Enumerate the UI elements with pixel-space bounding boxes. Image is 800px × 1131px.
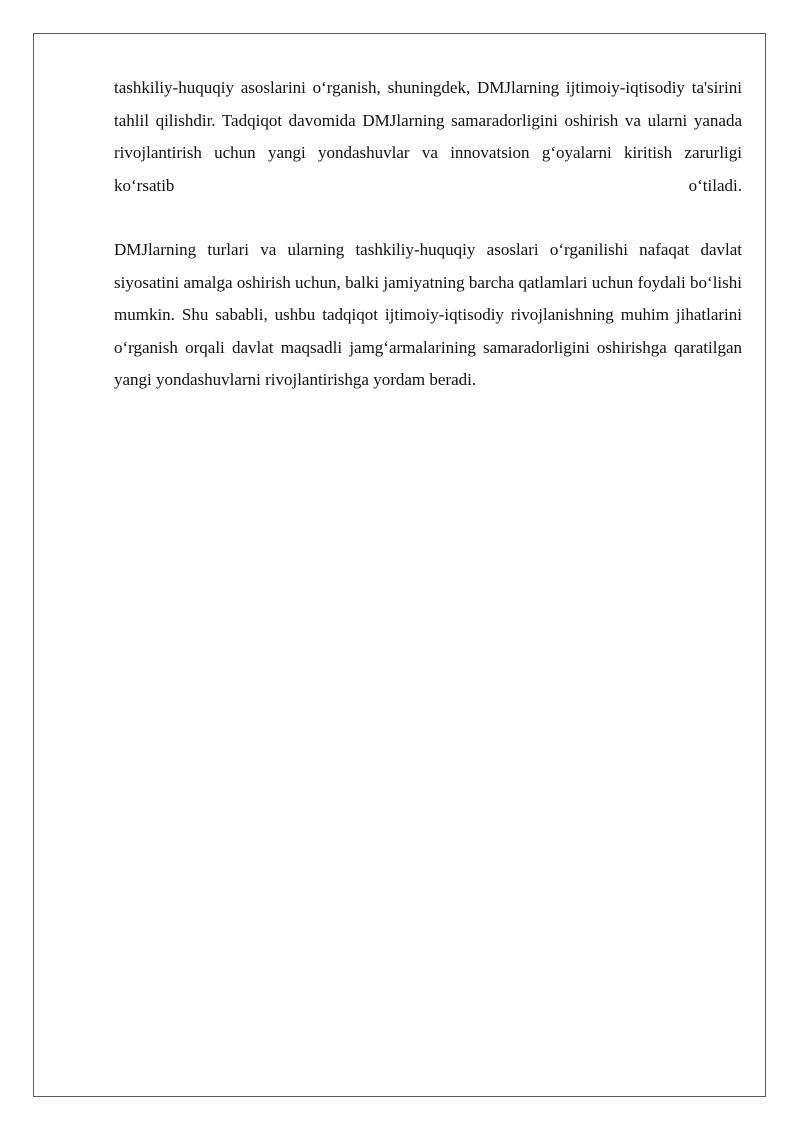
- paragraph-2: DMJlarning turlari va ularning tashkiliy-huquqiy asoslari o‘rganilishi nafaqat davlat siyosatini amalga oshirish uchun, balki jamiyatning barcha qatlamlari uchun foydali bo‘lishi mumkin. Shu sababli, ushbu tadqiqot ijtimoiy-iqtisodiy rivojlanishning muhim jihatlarini o‘rganish orqali davlat maqsadli jamg‘armalarining samaradorligini oshirishga qaratilgan yangi yondashuvlarni rivojlantirishga yordam beradi.: [114, 240, 742, 389]
- paragraph-1: tashkiliy-huquqiy asoslarini o‘rganish, shuningdek, DMJlarning ijtimoiy-iqtisodiy ta'sirini tahlil qilishdir. Tadqiqot davomida DMJlarning samaradorligini oshirish va ularni yanada rivojlantirish uchun yangi yondashuvlar va innovatsion g‘oyalarni kiritish zarurligi ko‘rsatib o‘tiladi.: [114, 78, 742, 195]
- document-body: [114, 72, 742, 397]
